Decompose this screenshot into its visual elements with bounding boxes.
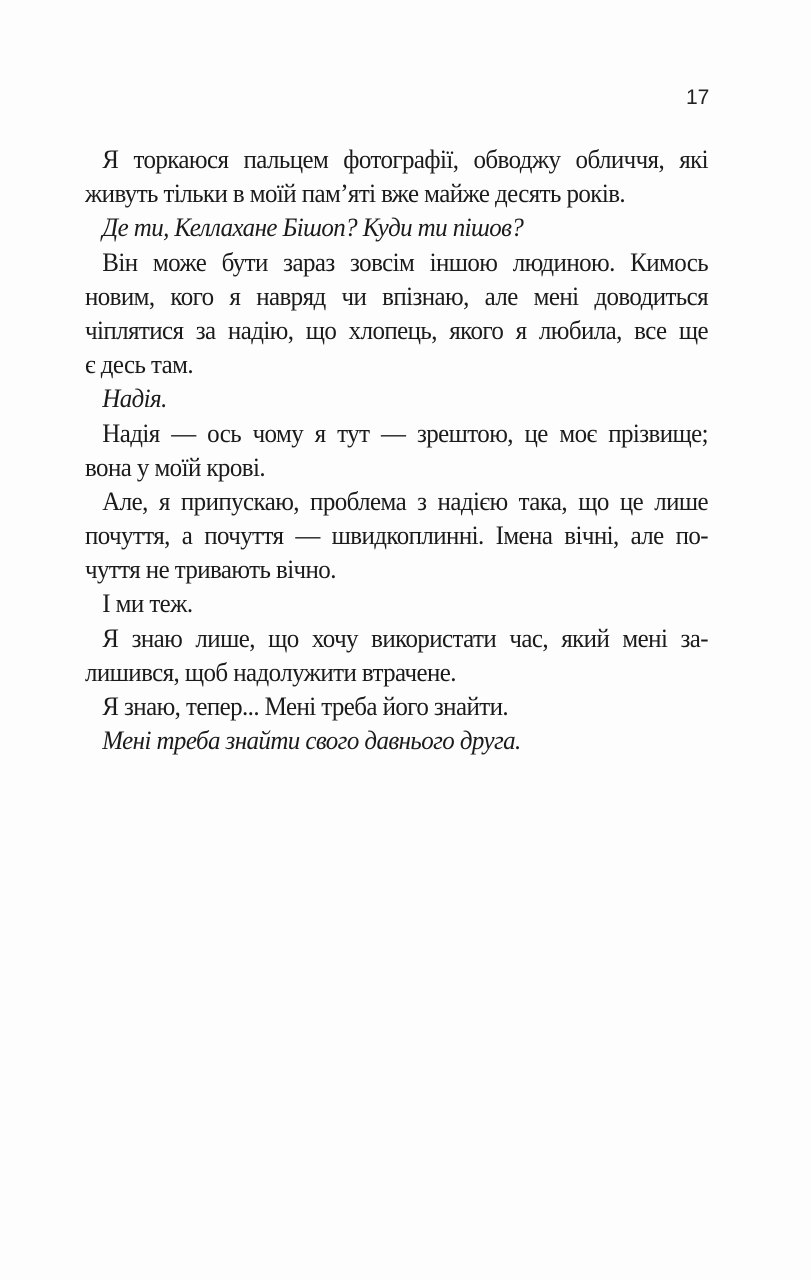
paragraph	[85, 143, 708, 211]
text-line: живуть тільки в моїй пам’яті вже майже десять років.	[85, 179, 626, 209]
paragraph	[85, 690, 708, 724]
paragraph	[85, 246, 708, 383]
paragraph	[85, 587, 708, 621]
text-line: Надія — ось чому я тут — зрештою, це моє прізвище;	[102, 418, 709, 448]
text-line: чіплятися за надію, що хлопець, якого я любила, все ще	[85, 315, 709, 345]
paragraph	[85, 417, 708, 485]
text-line: чуття не тривають вічно.	[85, 555, 336, 585]
text-line: І ми теж.	[102, 589, 193, 619]
paragraph	[85, 485, 708, 588]
page-number: 17	[686, 86, 710, 109]
text-line: лишився, щоб надолужити втрачене.	[85, 657, 456, 687]
text-line: почуття, а почуття — швидкоплинні. Імена вічні, але по-	[85, 521, 709, 551]
text-line: Де ти, Келлахане Бішоп? Куди ти пішов?	[102, 213, 524, 243]
paragraph	[85, 211, 708, 245]
text-line: Я знаю лише, що хочу використати час, який мені за-	[102, 623, 709, 653]
text-line: Я торкаюся пальцем фотографії, обводжу обличчя, які	[102, 145, 709, 174]
text-line: Мені треба знайти свого давнього друга.	[102, 726, 521, 756]
text-line: Надія.	[102, 384, 167, 414]
text-line: є десь там.	[85, 350, 194, 380]
text-line: Він може бути зараз зовсім іншою людиною. Кимось	[102, 247, 709, 277]
text-line: новим, кого я навряд чи впізнаю, але мені доводиться	[85, 281, 709, 311]
text-line: вона у моїй крові.	[85, 452, 265, 482]
text-line: Але, я припускаю, проблема з надією така, що це лише	[102, 486, 709, 516]
paragraph	[85, 622, 708, 690]
paragraph	[85, 724, 708, 758]
text-line: Я знаю, тепер... Мені треба його знайти.	[102, 692, 509, 721]
paragraph	[85, 382, 708, 416]
body-text	[85, 143, 708, 758]
